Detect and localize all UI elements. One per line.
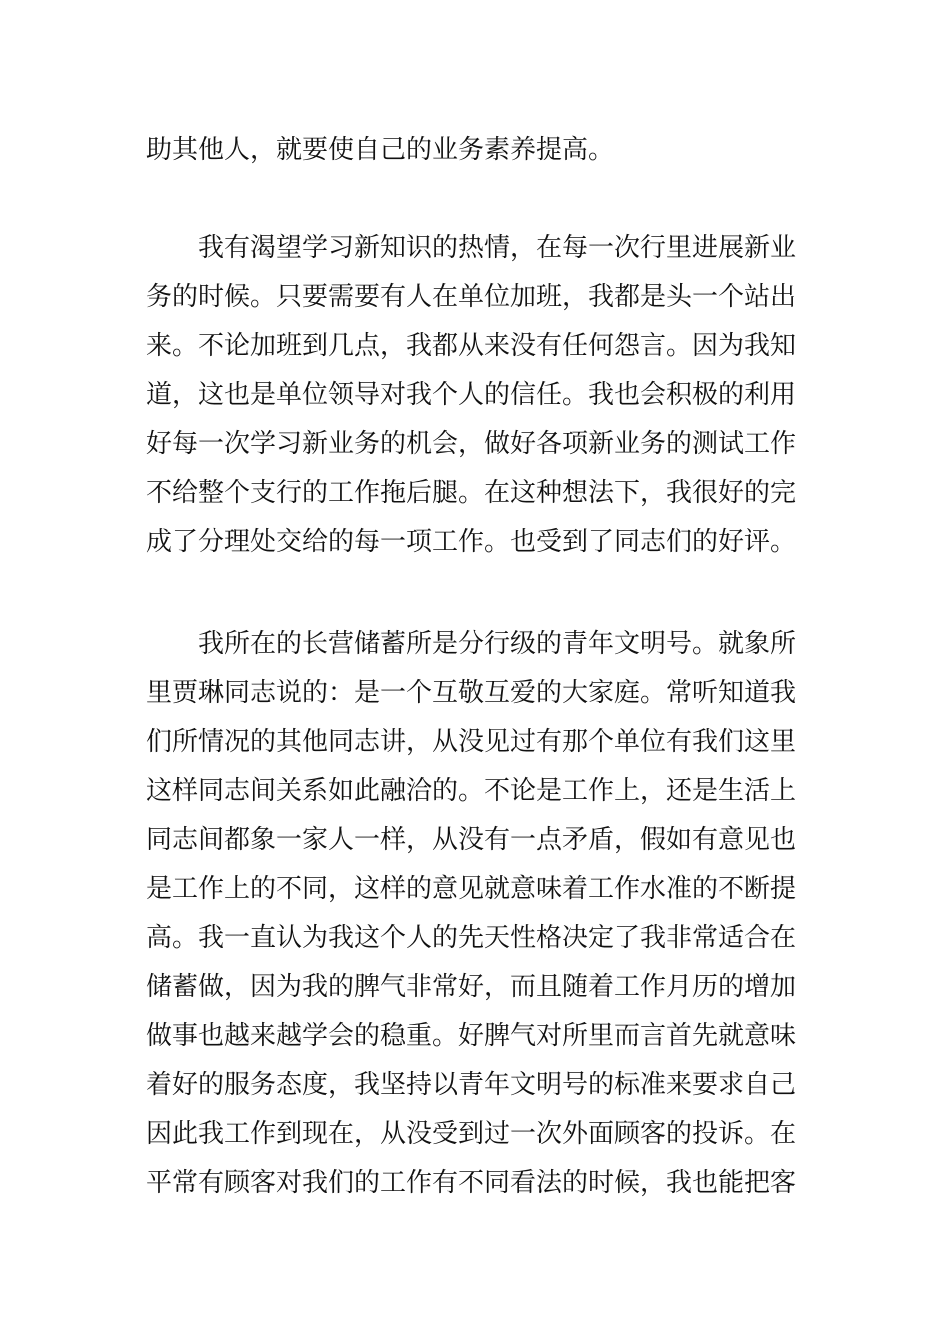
text-line: 储蓄做，因为我的脾气非常好，而且随着工作月历的增加 [146,972,797,1002]
text-line: 是工作上的不同，这样的意见就意味着工作水准的不断提 [146,874,797,904]
paragraph-1 [146,126,808,175]
text-line: 平常有顾客对我们的工作有不同看法的时候，我也能把客 [146,1168,797,1198]
text-line: 们所情况的其他同志讲，从没见过有那个单位有我们这里 [146,727,797,757]
text-line: 同志间都象一家人一样，从没有一点矛盾，假如有意见也 [146,825,797,855]
paragraph-3 [146,620,808,1208]
text-line: 我所在的长营储蓄所是分行级的青年文明号。就象所 [198,629,797,659]
text-line: 做事也越来越学会的稳重。好脾气对所里而言首先就意味 [146,1021,797,1051]
text-line: 因此我工作到现在，从没受到过一次外面顾客的投诉。在 [146,1119,797,1149]
paragraph-2 [146,224,808,567]
text-line: 助其他人，就要使自己的业务素养提高。 [146,135,615,165]
text-line: 这样同志间关系如此融洽的。不论是工作上，还是生活上 [146,776,797,806]
text-line: 务的时候。只要需要有人在单位加班，我都是头一个站出 [146,282,797,312]
text-line: 着好的服务态度，我坚持以青年文明号的标准来要求自己 [146,1070,797,1100]
text-line: 来。不论加班到几点，我都从来没有任何怨言。因为我知 [146,331,797,361]
text-line: 道，这也是单位领导对我个人的信任。我也会积极的利用 [146,380,797,410]
text-line: 不给整个支行的工作拖后腿。在这种想法下，我很好的完 [146,478,797,508]
text-line: 成了分理处交给的每一项工作。也受到了同志们的好评。 [146,527,797,557]
text-line: 我有渴望学习新知识的热情，在每一次行里进展新业 [198,233,797,263]
text-line: 里贾琳同志说的：是一个互敬互爱的大家庭。常听知道我 [146,678,797,708]
text-line: 高。我一直认为我这个人的先天性格决定了我非常适合在 [146,923,797,953]
text-line: 好每一次学习新业务的机会，做好各项新业务的测试工作 [146,429,797,459]
